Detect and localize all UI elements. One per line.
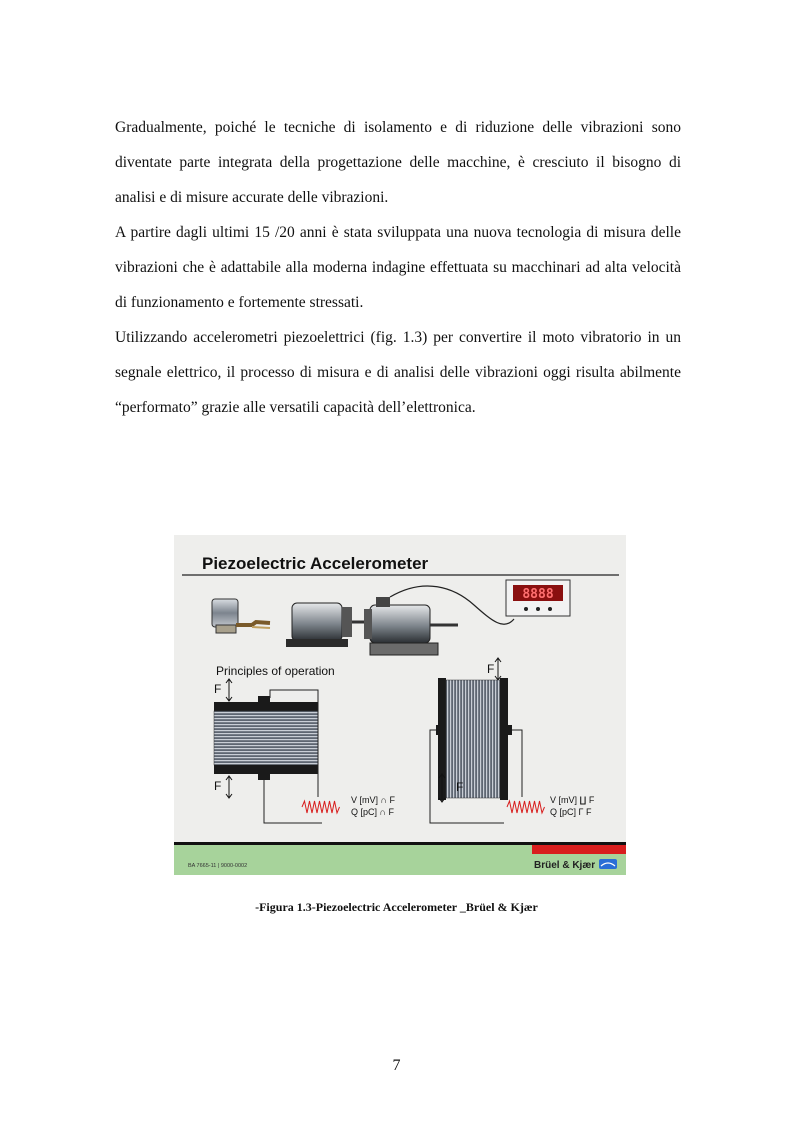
footer-rule [174, 842, 626, 845]
figure-title: Piezoelectric Accelerometer [202, 554, 429, 573]
meter-digits: 8888 [522, 587, 554, 602]
brand-logo-icon [599, 859, 617, 869]
force-label-top-left: F [214, 682, 222, 696]
paragraph-3: Utilizzando accelerometri piezoelettrici (fig. 1.3) per convertire il moto vibratorio in un segnale elettrico, il processo di misura e di analisi delle vibrazioni oggi risulta abilmente “performato” grazie alle versatili capacità dell’elettronica. [115, 329, 681, 416]
output-q-left: Q [pC] ∩ F [351, 807, 394, 817]
page-number: 7 [392, 1057, 401, 1074]
output-v-right: V [mV] ∐ F [550, 795, 595, 805]
figure-caption: -Figura 1.3-Piezoelectric Accelerometer _Brüel & Kjær [255, 900, 538, 914]
figure-subtitle: Principles of operation [216, 664, 335, 678]
paragraph-1: Gradualmente, poiché le tecniche di isolamento e di riduzione delle vibrazioni sono diventate parte integrata della progettazione delle macchine, è cresciuto il bisogno di analisi e di misure accurate delle vibrazioni. [115, 119, 681, 206]
output-v-left: V [mV] ∩ F [351, 795, 395, 805]
body-text [115, 110, 681, 425]
force-label-top-right: F [487, 662, 495, 676]
footer-red-bar [532, 845, 626, 854]
brand-name: Brüel & Kjær [534, 860, 596, 871]
paragraph-2: A partire dagli ultimi 15 /20 anni è stata sviluppata una nuova tecnologia di misura delle vibrazioni che è adattabile alla moderna indagine effettuata su macchinari ad alta velocità di funzionamento e fortemente stressati. [115, 224, 681, 311]
figure-piezoelectric-accelerometer [174, 535, 626, 875]
footer-code: BA 7665-11 | 9000-0002 [188, 863, 248, 869]
force-label-bottom-left: F [214, 779, 222, 793]
figure-svg [174, 535, 626, 875]
force-label-bottom-right: F [456, 780, 464, 794]
display-meter [506, 580, 570, 616]
footer-green-bar [174, 845, 532, 854]
output-q-right: Q [pC] Γ F [550, 807, 592, 817]
